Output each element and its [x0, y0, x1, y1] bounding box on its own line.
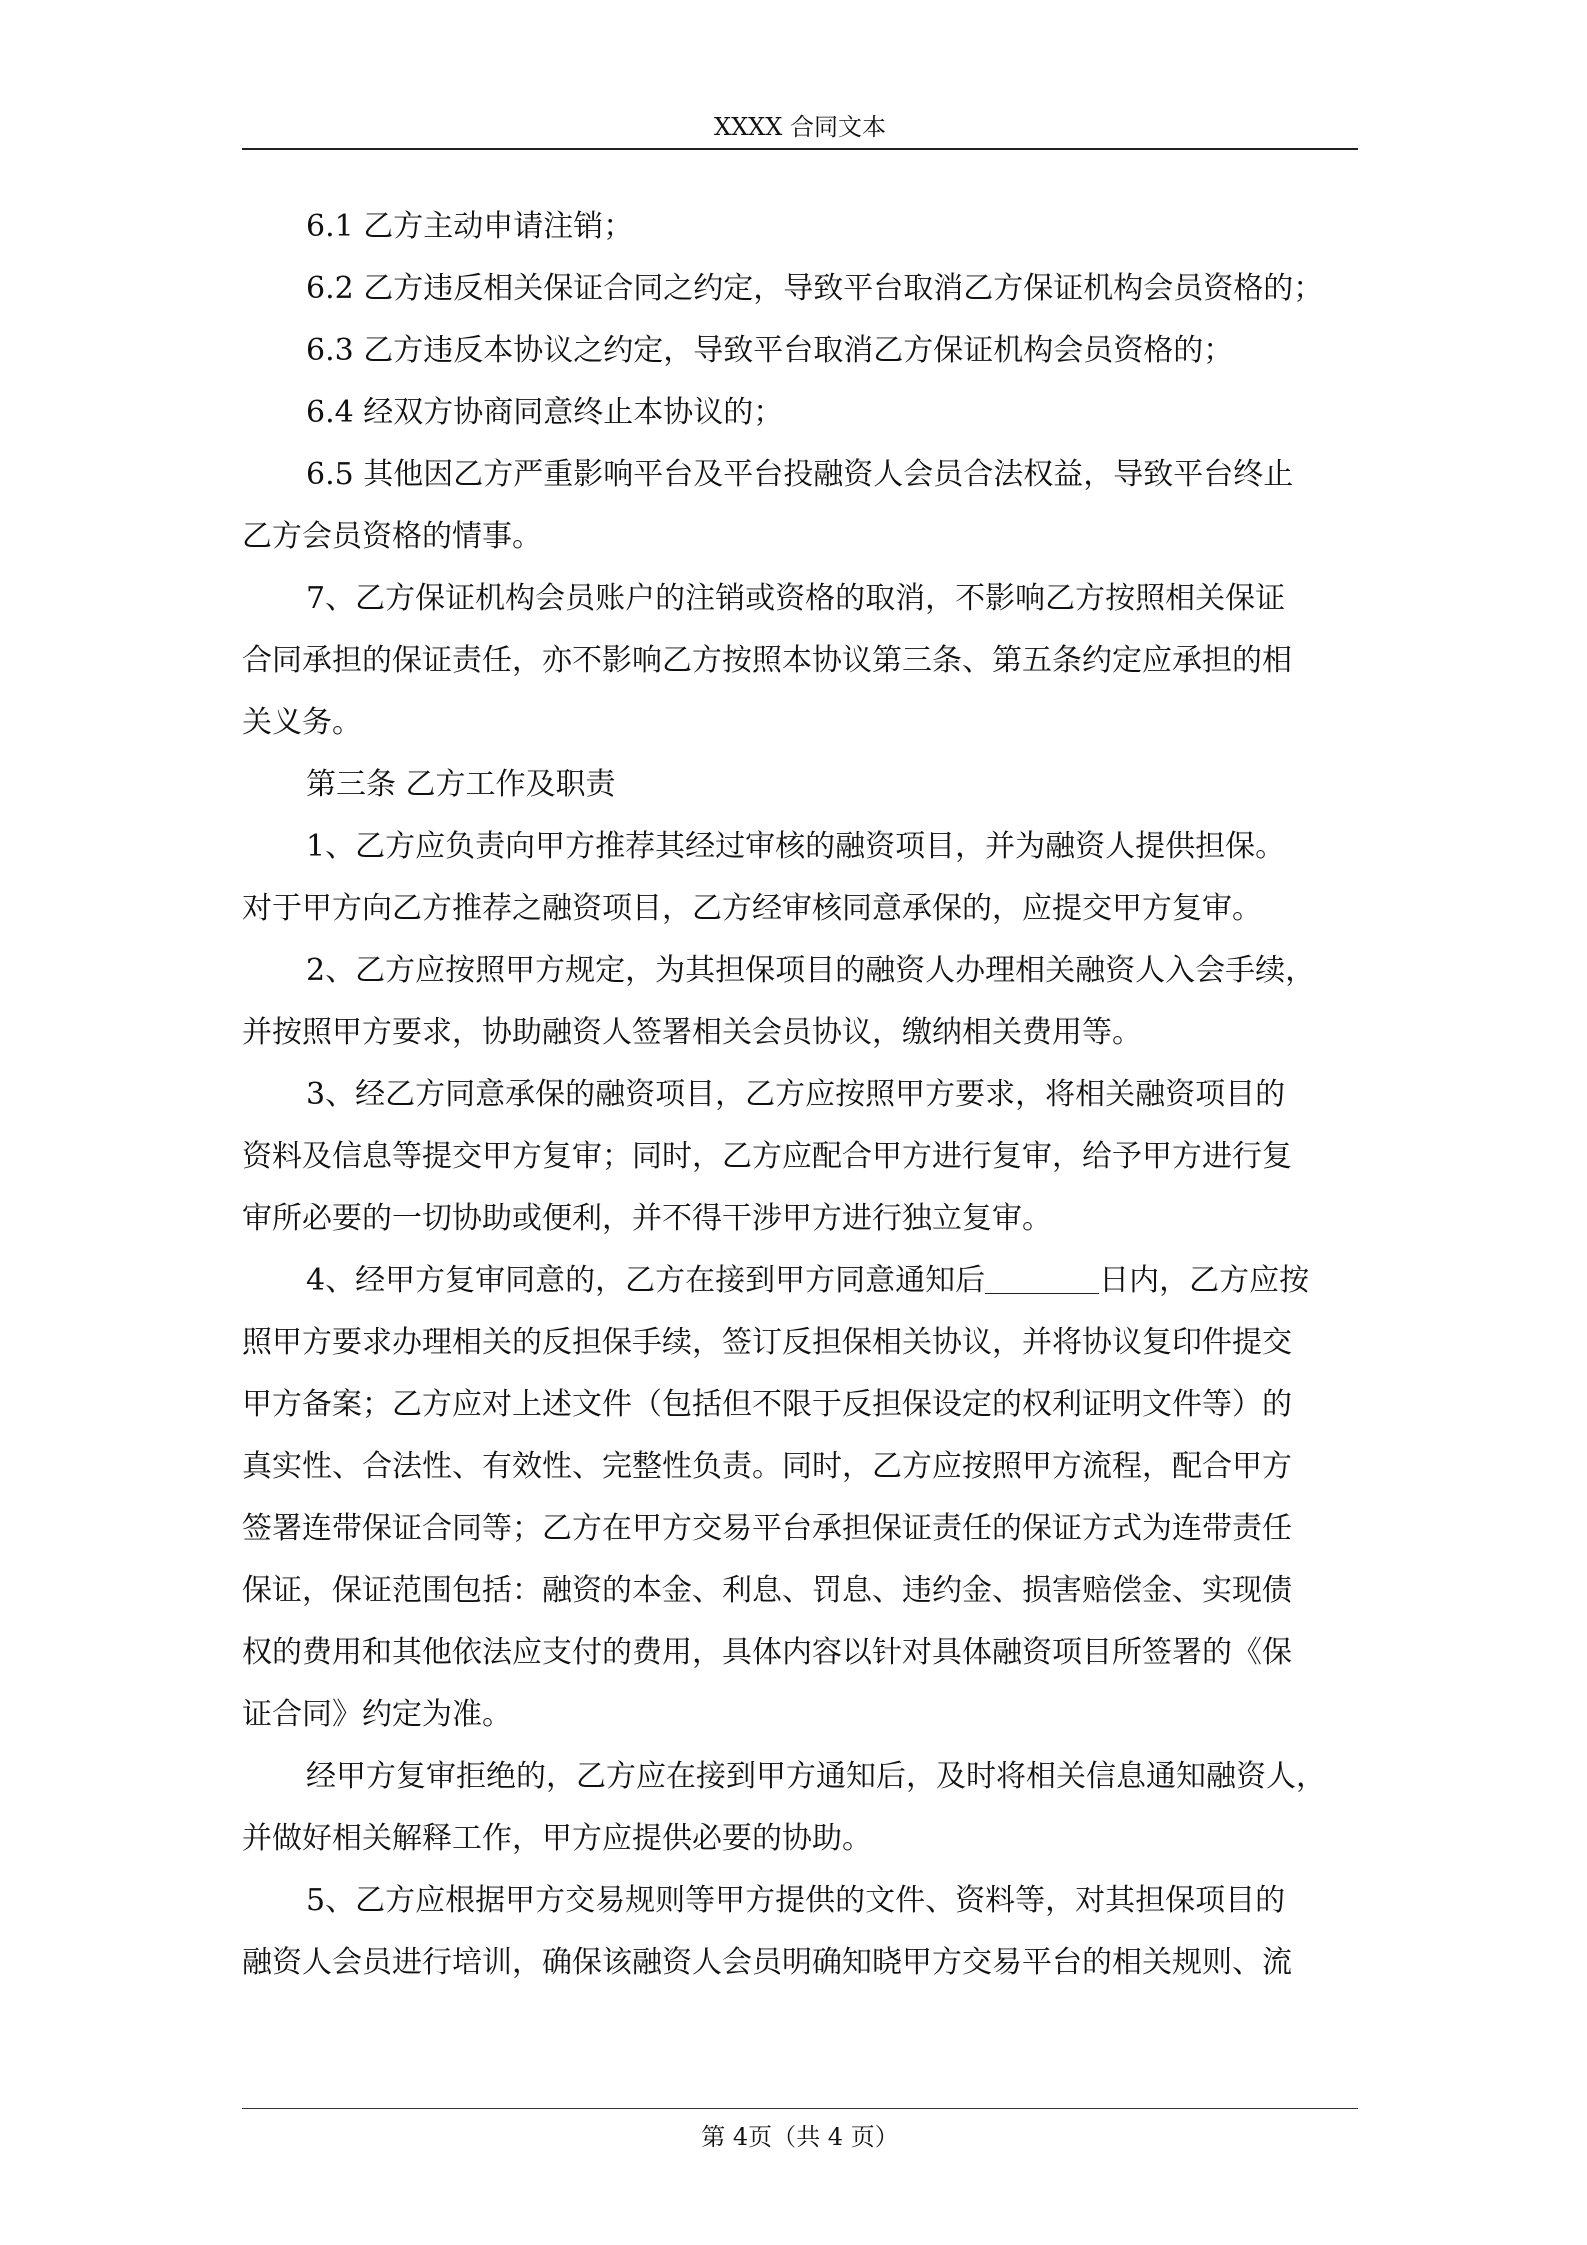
line-text: 6.4 经双方协商同意终止本协议的；: [306, 395, 784, 430]
text-line: [242, 1312, 1358, 1374]
text-line: [242, 1498, 1358, 1560]
page-footer: 第 4页（共 4 页）: [701, 2123, 899, 2151]
text-line: [242, 1374, 1358, 1436]
line-text: 关义务。: [242, 705, 362, 740]
line-text: 3、经乙方同意承保的融资项目，乙方应按照甲方要求，将相关融资项目的: [306, 1077, 1286, 1112]
header-divider: [242, 148, 1358, 150]
text-line: [242, 1870, 1358, 1932]
text-line: [242, 1064, 1358, 1126]
line-text: 签署连带保证合同等；乙方在甲方交易平台承担保证责任的保证方式为连带责任: [242, 1511, 1292, 1546]
text-line: [242, 196, 1358, 258]
line-text: 6.5 其他因乙方严重影响平台及平台投融资人会员合法权益，导致平台终止: [306, 457, 1294, 492]
line-text: 6.3 乙方违反本协议之约定，导致平台取消乙方保证机构会员资格的；: [306, 333, 1234, 368]
text-line: [242, 878, 1358, 940]
line-text: 照甲方要求办理相关的反担保手续，签订反担保相关协议，并将协议复印件提交: [242, 1325, 1292, 1360]
line-text: 并做好相关解释工作，甲方应提供必要的协助。: [242, 1821, 872, 1856]
line-text: 资料及信息等提交甲方复审；同时，乙方应配合甲方进行复审，给予甲方进行复: [242, 1139, 1292, 1174]
line-text: 合同承担的保证责任，亦不影响乙方按照本协议第三条、第五条约定应承担的相: [242, 643, 1292, 678]
text-line: [242, 940, 1358, 1002]
text-line: [242, 1002, 1358, 1064]
line-text: 并按照甲方要求，协助融资人签署相关会员协议，缴纳相关费用等。: [242, 1015, 1142, 1050]
text-line: [242, 258, 1358, 320]
line-text-after-blank: 日内，乙方应按: [1099, 1263, 1310, 1298]
document-body: [242, 196, 1358, 1994]
line-text: 第三条 乙方工作及职责: [306, 767, 616, 802]
text-line: [242, 1436, 1358, 1498]
line-text: 5、乙方应根据甲方交易规则等甲方提供的文件、资料等，对其担保项目的: [306, 1883, 1286, 1918]
line-text: 权的费用和其他依法应支付的费用，具体内容以针对具体融资项目所签署的《保: [242, 1635, 1292, 1670]
text-line: [242, 1684, 1358, 1746]
page-header: XXXX 合同文本: [714, 113, 886, 141]
line-text: 证合同》约定为准。: [242, 1697, 512, 1732]
text-line: [242, 320, 1358, 382]
line-text: 1、乙方应负责向甲方推荐其经过审核的融资项目，并为融资人提供担保。: [306, 829, 1286, 864]
text-line: [242, 1746, 1358, 1808]
fill-in-blank: [985, 1257, 1099, 1294]
line-text: 保证，保证范围包括：融资的本金、利息、罚息、违约金、损害赔偿金、实现债: [242, 1573, 1292, 1608]
line-text: 经甲方复审拒绝的，乙方应在接到甲方通知后，及时将相关信息通知融资人，: [306, 1759, 1326, 1794]
line-text: 甲方备案；乙方应对上述文件（包括但不限于反担保设定的权利证明文件等）的: [242, 1387, 1292, 1422]
text-line: [242, 754, 1358, 816]
line-text: 6.1 乙方主动申请注销；: [306, 209, 634, 244]
line-text: 乙方会员资格的情事。: [242, 519, 542, 554]
text-line: [242, 692, 1358, 754]
text-line: [242, 816, 1358, 878]
text-line: [242, 568, 1358, 630]
text-line: [242, 382, 1358, 444]
text-line: [242, 1250, 1358, 1312]
line-text: 对于甲方向乙方推荐之融资项目，乙方经审核同意承保的，应提交甲方复审。: [242, 891, 1262, 926]
text-line: [242, 630, 1358, 692]
line-text: 审所必要的一切协助或便利，并不得干涉甲方进行独立复审。: [242, 1201, 1052, 1236]
text-line: [242, 1622, 1358, 1684]
text-line: [242, 1126, 1358, 1188]
line-text: 7、乙方保证机构会员账户的注销或资格的取消，不影响乙方按照相关保证: [306, 581, 1286, 616]
line-text: 真实性、合法性、有效性、完整性负责。同时，乙方应按照甲方流程，配合甲方: [242, 1449, 1292, 1484]
text-line: [242, 1188, 1358, 1250]
text-line: [242, 506, 1358, 568]
line-text: 融资人会员进行培训，确保该融资人会员明确知晓甲方交易平台的相关规则、流: [242, 1945, 1292, 1980]
line-text: 4、经甲方复审同意的，乙方在接到甲方同意通知后: [306, 1263, 986, 1298]
footer-divider: [242, 2108, 1358, 2109]
text-line: [242, 444, 1358, 506]
line-text: 6.2 乙方违反相关保证合同之约定，导致平台取消乙方保证机构会员资格的；: [306, 271, 1324, 306]
line-text: 2、乙方应按照甲方规定，为其担保项目的融资人办理相关融资人入会手续，: [306, 953, 1316, 988]
text-line: [242, 1808, 1358, 1870]
text-line: [242, 1560, 1358, 1622]
text-line: [242, 1932, 1358, 1994]
